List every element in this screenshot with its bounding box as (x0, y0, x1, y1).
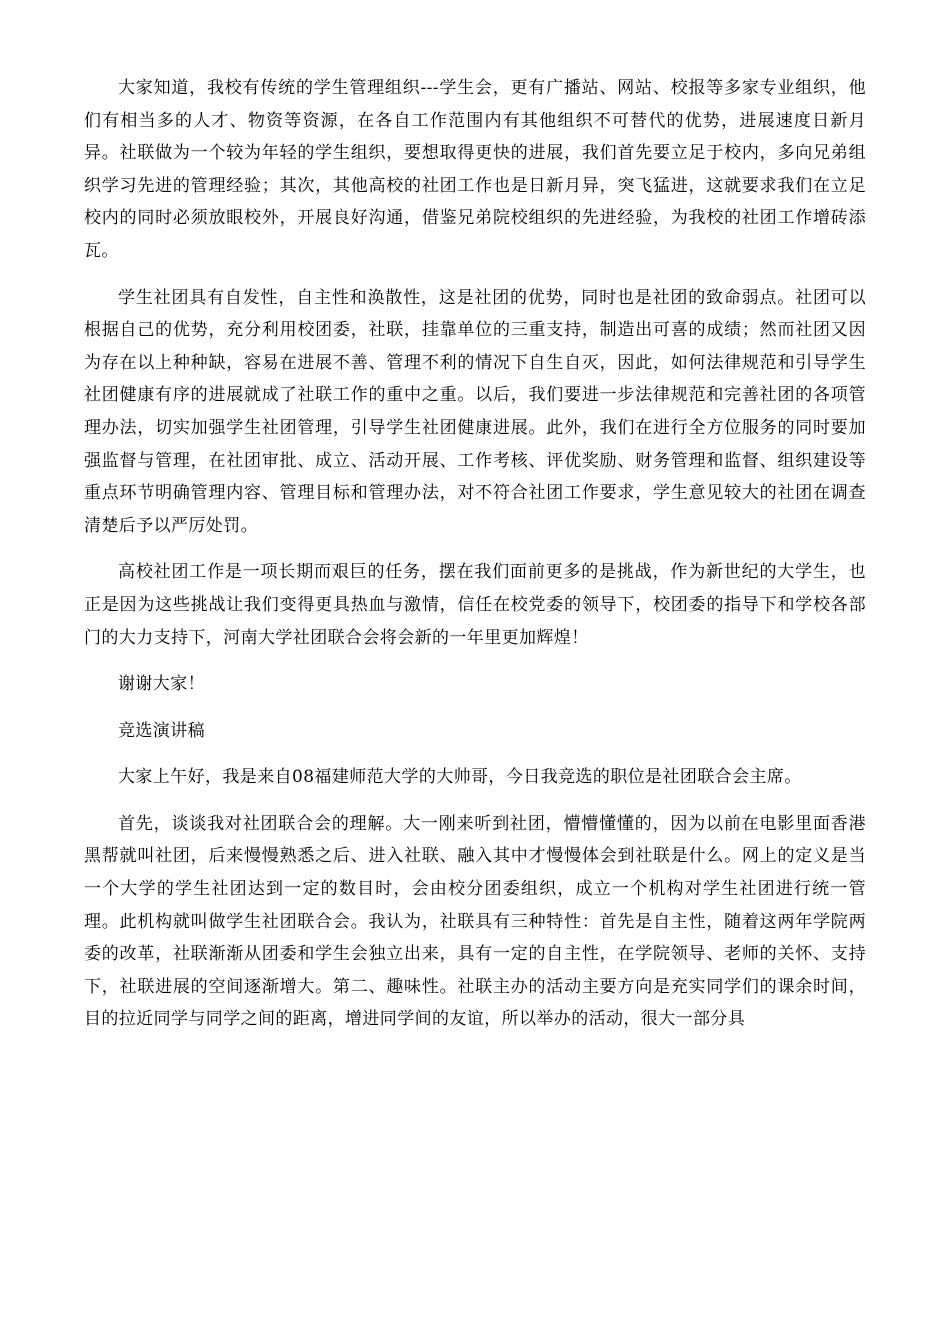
paragraph-student-organizations: 大家知道，我校有传统的学生管理组织---学生会，更有广播站、网站、校报等多家专业组织，他们有相当多的人才、物资等资源，在各自工作范围内有其他组织不可替代的优势，进展速度日新月异。社联做为一个较为年轻的学生组织，要想取得更快的进展，我们首先要立足于校内，多向兄弟组织学习先进的管理经验；其次，其他高校的社团工作也是日新月异，突飞猛进，这就要求我们在立足校内的同时必须放眼校外，开展良好沟通，借鉴兄弟院校组织的先进经验，为我校的社团工作增砖添瓦。 (84, 78, 866, 261)
paragraph-understanding-federation: 首先，谈谈我对社团联合会的理解。大一刚来听到社团，懵懵懂懂的，因为以前在电影里面香港黑帮就叫社团，后来慢慢熟悉之后、进入社联、融入其中才慢慢体会到社联是什么。网上的定义是当一个大学的学生社团达到一定的数目时，会由校分团委组织，成立一个机构对学生社团进行统一管理。此机构就叫做学生社团联合会。我认为，社联具有三种特性：首先是自主性，随着这两年学院两委的改革，社联渐渐从团委和学生会独立出来，具有一定的自主性，在学院领导、老师的关怀、支持下，社联进展的空间逐渐增大。第二、趣味性。社联主办的活动主要方向是充实同学们的课余时间，目的拉近同学与同学之间的距离，增进同学间的友谊，所以举办的活动，很大一部分具 (84, 813, 866, 1030)
paragraph-greeting: 大家上午好，我是来自08福建师范大学的大帅哥，今日我竞选的职位是社团联合会主席。 (118, 767, 802, 788)
paragraph-thanks: 谢谢大家！ (118, 674, 205, 695)
section-heading-campaign-speech: 竞选演讲稿 (118, 720, 205, 741)
paragraph-closing-outlook: 高校社团工作是一项长期而艰巨的任务，摆在我们面前更多的是挑战，作为新世纪的大学生，也正是因为这些挑战让我们变得更具热血与激情，信任在校党委的领导下，校团委的指导下和学校各部门的大力支持下，河南大学社团联合会将会新的一年里更加辉煌！ (84, 562, 866, 648)
document-page (84, 72, 866, 1050)
paragraph-club-management: 学生社团具有自发性，自主性和涣散性，这是社团的优势，同时也是社团的致命弱点。社团可以根据自己的优势，充分利用校团委，社联，挂靠单位的三重支持，制造出可喜的成绩；然而社团又因为存在以上种种缺，容易在进展不善、管理不利的情况下自生自灭，因此，如何法律规范和引导学生社团健康有序的进展就成了社联工作的重中之重。以后，我们要进一步法律规范和完善社团的各项管理办法，切实加强学生社团管理，引导学生社团健康进展。此外，我们在进行全方位服务的同时要加强监督与管理，在社团审批、成立、活动开展、工作考核、评优奖励、财务管理和监督、组织建设等重点环节明确管理内容、管理目标和管理办法，对不符合社团工作要求，学生意见较大的社团在调查清楚后予以严厉处罚。 (84, 287, 866, 536)
